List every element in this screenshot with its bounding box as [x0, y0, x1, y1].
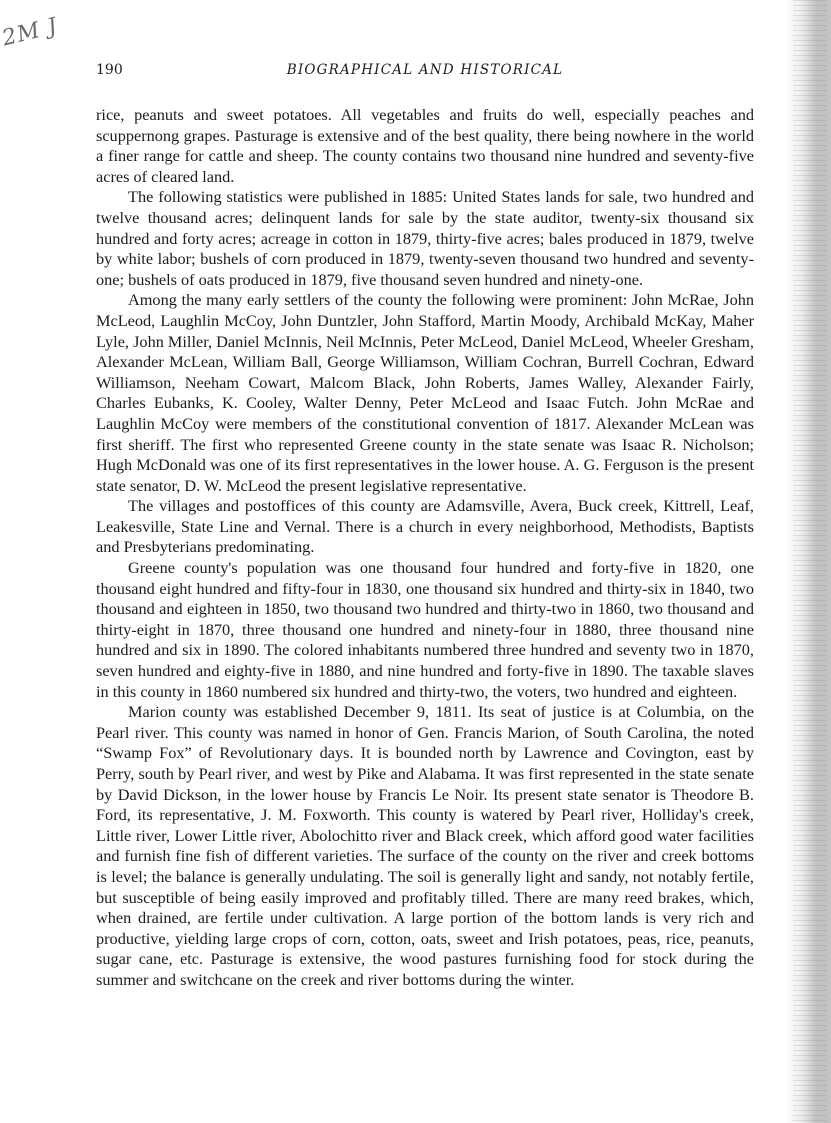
handwritten-margin-annotation: 2M J	[0, 13, 61, 52]
page-number: 190	[96, 62, 123, 78]
scanned-page-edge-texture	[793, 0, 827, 1123]
paragraph-villages-postoffices: The villages and postoffices of this county are Adamsville, Avera, Buck creek, Kittrell, Leaf, Leakesville, State Line and Vernal. There is a church in every neighborhood, Methodists, Baptists and Presbyterians predominating.	[96, 496, 754, 557]
paragraph-continued-agriculture: rice, peanuts and sweet potatoes. All vegetables and fruits do well, especially peaches and scuppernong grapes. Pasturage is extensive and of the best quality, there being nowhere in the world a finer range for cattle and sheep. The county contains two thousand nine hundred and seventy-five acres of cleared land.	[96, 105, 754, 186]
running-title: BIOGRAPHICAL AND HISTORICAL	[286, 62, 564, 78]
paragraph-early-settlers: Among the many early settlers of the county the following were prominent: John McRae, John McLeod, Laughlin McCoy, John Duntzler, John Stafford, Martin Moody, Archibald McKay, Maher Lyle, John Miller, Daniel McInnis, Neil McInnis, Peter McLeod, Daniel McLeod, Wheeler Gresham, Alexander McLean, William Ball, George Williamson, William Cochran, Burrell Cochran, Edward Williamson, Neeham Cowart, Malcom Black, John Roberts, James Walley, Alexander Fairly, Charles Eubanks, K. Cooley, Walter Denny, Peter McLeod and Isaac Futch. John McRae and Laughlin McCoy were members of the constitutional convention of 1817. Alexander McLean was first sheriff. The first who represented Greene county in the state senate was Isaac R. Nicholson; Hugh McDonald was one of its first representatives in the lower house. A. G. Ferguson is the present state senator, D. W. McLeod the present legislative representative.	[96, 290, 754, 495]
paragraph-statistics-1885: The following statistics were published in 1885: United States lands for sale, two hundred and twelve thousand acres; delinquent lands for sale by the state auditor, twenty-six thousand six hundred and forty acres; acreage in cotton in 1879, thirty-five acres; bales produced in 1879, twelve by white labor; bushels of corn produced in 1879, twenty-seven thousand two hundred and seventy-one; bushels of oats produced in 1879, five thousand seven hundred and ninety-one.	[96, 187, 754, 289]
paragraph-marion-county: Marion county was established December 9, 1811. Its seat of justice is at Columbia, on the Pearl river. This county was named in honor of Gen. Francis Marion, of South Carolina, the noted “Swamp Fox” of Revolutionary days. It is bounded north by Lawrence and Covington, east by Perry, south by Pearl river, and west by Pike and Alabama. It was first represented in the state senate by David Dickson, in the lower house by Francis Le Noir. Its present state senator is Theodore B. Ford, its representative, J. M. Foxworth. This county is watered by Pearl river, Holliday's creek, Little river, Lower Little river, Abolochitto river and Black creek, which afford good water facilities and furnish fine fish of different varieties. The surface of the county on the river and creek bottoms is level; the balance is generally undulating. The soil is generally light and sandy, not notably fertile, but susceptible of being easily improved and profitably tilled. There are many reed brakes, which, when drained, are fertile under cultivation. A large portion of the bottom lands is very rich and productive, yielding large crops of corn, cotton, oats, sweet and Irish potatoes, peas, rice, peanuts, sugar cane, etc. Pasturage is extensive, the wood pastures furnishing food for stock during the summer and switchcane on the creek and river bottoms during the winter.	[96, 702, 754, 989]
paragraph-greene-population: Greene county's population was one thousand four hundred and forty-five in 1820, one thousand eight hundred and fifty-four in 1830, one thousand six hundred and thirty-six in 1840, two thousand and eighteen in 1850, two thousand two hundred and thirty-two in 1860, two thousand and thirty-eight in 1870, three thousand one hundred and ninety-four in 1880, three thousand nine hundred and six in 1890. The colored inhabitants numbered three hundred and seventy two in 1870, seven hundred and eighty-five in 1880, and nine hundred and forty-five in 1890. The taxable slaves in this county in 1860 numbered six hundred and thirty-two, the voters, two hundred and eighteen.	[96, 558, 754, 701]
body-text	[96, 105, 754, 991]
page-header	[96, 62, 754, 82]
